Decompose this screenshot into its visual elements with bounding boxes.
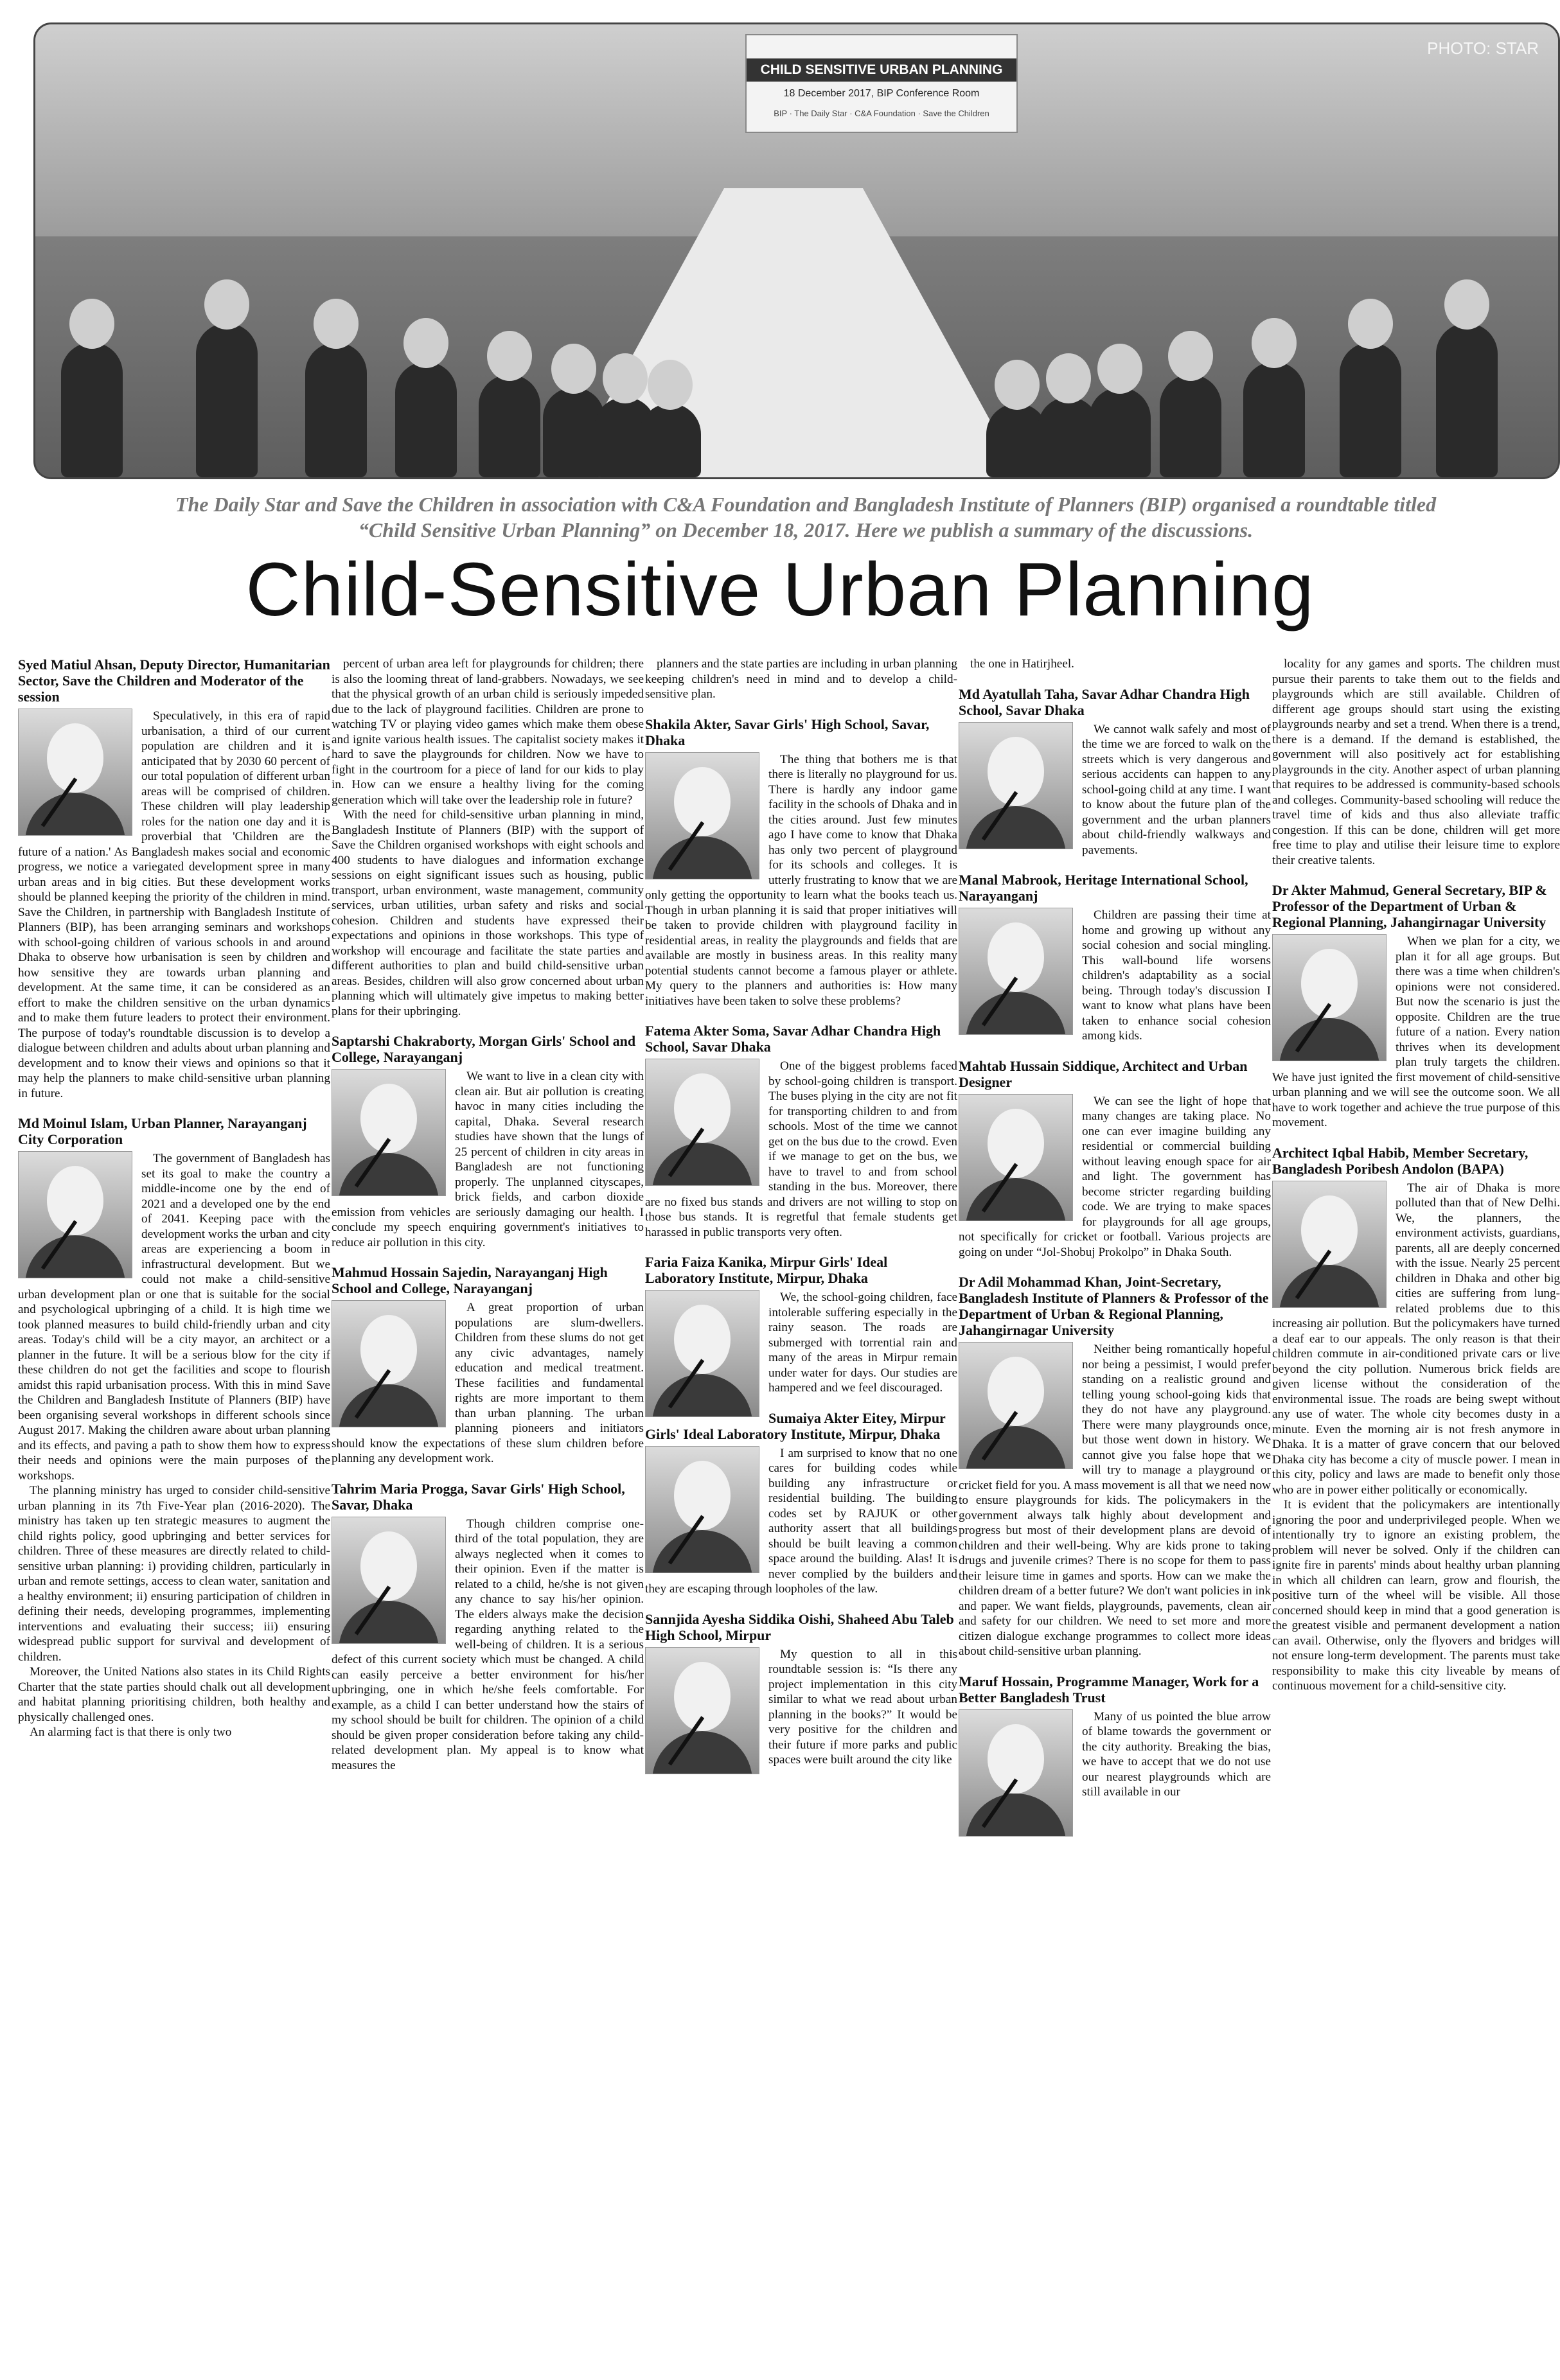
speaker-section (1272, 1145, 1560, 1694)
speaker-section (959, 1673, 1271, 1800)
body-paragraph: locality for any games and sports. The children must pursue their parents to take them out to the fields and playgrounds which are still available. Children of different age groups should start using the existing playgrounds nearby and set a trend. When there is a trend, there is a demand. If the demand is established, the government will also positively act for establishing playgrounds in the city. Another aspect of urban planning that requires to be addressed is community-based schools and colleges. Community-based schooling will reduce the travel time of kids and thus also alleviate traffic congestion. If this can be done, children will get more free time to play and utilise their leisure time to explore their creative talents. (1272, 657, 1560, 867)
photo-shoulders (25, 1235, 125, 1278)
participant-face (551, 344, 596, 394)
photo-shoulders (966, 992, 1066, 1035)
speaker-photo (332, 1300, 446, 1427)
speaker-photo (1272, 1181, 1387, 1308)
speaker-section (332, 1481, 644, 1774)
speaker-name: Sumaiya Akter Eitey, Mirpur Girls' Ideal Laboratory Institute, Mirpur, Dhaka (645, 1409, 946, 1442)
speaker-section (645, 1254, 957, 1396)
column-3 (645, 657, 957, 2375)
speaker-name: Dr Akter Mahmud, General Secretary, BIP & Professor of the Department of Urban & Regional Planning, Jahangirnagar University (1272, 882, 1547, 930)
body-paragraph: Though children comprise one-third of the total population, they are always neglected when it comes to their opinion. Even if the matter is related to a child, he/she is not given any chance to say his/her opinion. The elders always make the decision regarding anything related to the well-being of children. It is a serious defect of this current society which must be changed. A child can easily perceive a better environment for his/her upbringing, one in which he/she feels comfortable. For example, as a child I can better understand how the stairs of my school should be built for children. The opinion of a child should be given proper consideration before taking any child-related development plan. My appeal is to know what measures the (332, 1517, 644, 1772)
speaker-photo (645, 752, 759, 879)
body-paragraph: Speculatively, in this era of rapid urbanisation, a third of our current population are children and it is anticipated that by 2030 60 percent of our total population of different urban areas will be comprised of children. These children will play leadership roles for the nation one day and it is proverbial that 'Children are the future of a nation.' As Bangladesh makes social and economic progress, we notice a variegated development spree in many urban areas and in big cities. But these development works should be planned keeping the priority of the children in mind. Save the Children, in partnership with Bangladesh Institute of Planners (BIP), has been arranging seminars and workshops with school-going children of various schools in and around Dhaka to observe how urbanisation is seen by children and how sensitive they are towards urban planning and development. At the same time, it can be considered as an effort to make the children sensitive on the urban dynamics and to make them future leaders to protect their environment. The purpose of today's roundtable discussion is to develop a dialogue between children and adults about urban planning and development and to know their views and opinions so that it may help the planners to make child-sensitive urban planning in future. (18, 709, 330, 1100)
speaker-photo (645, 1059, 759, 1186)
body-paragraph: percent of urban area left for playgrounds for children; there is also the looming threat of land-grabbers. Nowadays, we see that the physical growth of an urban child is seriously impeded due to the lack of playground facilities. Children are prone to watching TV or playing video games which make them obese and ignite various health issues. The capitalist society makes it hard to save the playgrounds for children. Now we have to fight in the courtroom for a piece of land for our kids to play in. How can we ensure a healthy living for the coming generation which will take over the leadership role in future? (332, 657, 644, 807)
speaker-section (1272, 882, 1560, 1131)
body-paragraph: Moreover, the United Nations also states in its Child Rights Charter that the state parties should chalk out all development and habitat planning prioritising children, both healthy and physically challenged ones. (18, 1665, 330, 1724)
speaker-name: Maruf Hossain, Programme Manager, Work for a Better Bangladesh Trust (959, 1673, 1259, 1706)
speaker-name: Faria Faiza Kanika, Mirpur Girls' Ideal Laboratory Institute, Mirpur, Dhaka (645, 1254, 888, 1286)
participants (35, 207, 1558, 477)
participant-face (1252, 318, 1297, 368)
speaker-photo (959, 1342, 1073, 1469)
speaker-photo (18, 709, 132, 836)
speaker-photo (1272, 934, 1387, 1061)
speaker-section (332, 1264, 644, 1467)
speaker-section (332, 657, 644, 1019)
photo-shoulders (1279, 1265, 1379, 1308)
speaker-photo (959, 908, 1073, 1035)
banner-title: CHILD SENSITIVE URBAN PLANNING (747, 58, 1016, 82)
photo-shoulders (966, 806, 1066, 849)
speaker-name: Saptarshi Chakraborty, Morgan Girls' School and College, Narayanganj (332, 1033, 636, 1065)
speaker-section (1272, 657, 1560, 868)
speaker-section (645, 1410, 957, 1597)
column-2 (332, 657, 644, 2375)
participant-silhouette (479, 375, 540, 477)
speaker-section (645, 657, 957, 702)
speaker-photo (18, 1151, 132, 1278)
body-paragraph: Children are passing their time at home and growing up without any social cohesion and social mingling. This wall-bound life worsens children's adaptability as a social being. Through today's discussion I want to know what plans have been taken to enhance social cohesion among kids. (1082, 908, 1271, 1043)
photo-shoulders (966, 1426, 1066, 1469)
speaker-photo (332, 1517, 446, 1644)
speaker-photo (645, 1446, 759, 1573)
body-paragraph: Many of us pointed the blue arrow of blame towards the government or the city authority. Breaking the bias, we have to accept that we do not use our nearest playgrounds which are still available in our (1082, 1709, 1271, 1799)
participant-face (204, 279, 249, 330)
body-paragraph: One of the biggest problems faced by school-going children is transport. The buses plying in the city are not fit for transporting children to and from schools. Most of the time we cannot get on the bus due to the crowd. Even if we manage to get on the bus, we have to travel to and from school standing in the bus. Moreover, there are no fixed bus stands and drivers are not willing to stop on those bus stands. It is regretful that female students get harassed in public transports very often. (645, 1059, 957, 1239)
speaker-section (959, 657, 1271, 672)
photo-shoulders (652, 1530, 752, 1573)
participant-face (1097, 344, 1142, 394)
speaker-section (18, 657, 330, 1101)
body-paragraph: We can see the light of hope that many changes are taking place. No one can ever imagine building any residential or commercial building without leaving enough space for air and light. The government has become stricter regarding building code. We are trying to make spaces for playgrounds for all age groups, not specifically for cricket or football. Various projects are going on under “Jol-Shobuj Prokolpo” in Dhaka South. (959, 1094, 1271, 1259)
speaker-section (959, 1058, 1271, 1260)
participant-silhouette (1243, 362, 1305, 477)
photo-shoulders (339, 1601, 439, 1644)
participant-face (1444, 279, 1489, 330)
body-paragraph: The government of Bangladesh has set its goal to make the country a middle-income one by the end of 2021 and a developed one by the end of 2041. Keeping pace with the development works the urban and city areas are experiencing a boom in infrastructural development. But we could not make a child-sensitive urban development plan or one that is suitable for the social and psychological upbringing of a child. It is high time we took planned measures to build child-friendly urban and city areas. Today's child will be a city mayor, an architect or a planner in the future. It will be a serious blow for the city if these children do not get the facilities and scope to flourish amidst this rapid urbanisation process. With this in mind Save the Children and Bangladesh Institute of Planners (BIP) have been organising several workshops in different schools since August 2017. Making the children aware about urban planning and its effects, and paving a path to show them how to express their needs and opinions were the main purposes of the workshops. (18, 1152, 330, 1483)
roundtable-photo (33, 22, 1560, 479)
participant-silhouette (395, 362, 457, 477)
speaker-photo (959, 1709, 1073, 1837)
body-paragraph: Neither being romantically hopeful nor being a pessimist, I would prefer standing on a realistic ground and telling young school-going kids that they do not have any playground. There were many playgrounds once, but those went down in history. We cannot give you false hope that we will try to manage a playground or cricket field for you. A mass movement is all that we need now to ensure playgrounds for kids. The policymakers in the government always talk highly about development and progress but most of their development plans are devoid of children and their well-being. Why are kids prone to taking drugs and juvenile crimes? There is no scope for them to pass their leisure time in games and sports. How can we make the children dream of a better future? We don't want policies in ink and paper. We want fields, playgrounds, pavements, clean air and safety for our children. We need to set more and more citizen dialogue exchange programmes to collect more ideas about child-sensitive urban planning. (959, 1343, 1271, 1658)
speaker-section (959, 686, 1271, 858)
participant-silhouette (639, 403, 701, 477)
body-paragraph: It is evident that the policymakers are intentionally ignoring the poor and underprivileged people. When we intentionally try to ignore an existing problem, the problem will never be solved. Only if the children can ignite fire in parents' minds about healthy urban planning in which all children can learn, grow and flourish, the positive turn of the wheel will be visible. All those concerned should keep in mind that a good generation is the greatest visible and permanent development a nation can avail. Otherwise, only the flyovers and bridges will not ensure long-term development. The parents must take responsibility to make this city liveable by means of continuous movement for a child-sensitive city. (1272, 1498, 1560, 1693)
body-paragraph: We cannot walk safely and most of the time we are forced to walk on the streets which is very dangerous and serious accidents can happen to any school-going child at any time. I want to know about the future plan of the government and the urban planners about child-friendly walkways and pavements. (1082, 722, 1271, 857)
speaker-name: Md Ayatullah Taha, Savar Adhar Chandra High School, Savar Dhaka (959, 685, 1250, 718)
photo-shoulders (966, 1178, 1066, 1221)
caption-line-1: The Daily Star and Save the Children in association with C&A Foundation and Bangladesh Institute of Planners (BIP) organised a roundtable titled (175, 493, 1437, 516)
participant-face (403, 318, 448, 368)
speaker-section (959, 872, 1271, 1044)
page-title: Child-Sensitive Urban Planning (245, 547, 1315, 632)
participant-face (1348, 299, 1393, 349)
event-banner (745, 34, 1018, 133)
photo-shoulders (1279, 1018, 1379, 1061)
body-paragraph: The air of Dhaka is more polluted than that of New Delhi. We, the planners, the environment activists, guardians, parents, all are deeply concerned with the issue. Nearly 25 percent children in Dhaka and other big cities are suffering from lung-related problems due to this increasing air pollution. But the policymakers have turned a deaf ear to our appeals. The only reason is that their children commute in air-conditioned private cars or live beyond the city pollution. Numerous brick fields are given license without the consideration of the environmental issue. The roads are being swept without any use of water. The whole city becomes dusty in a minute. Even the morning air is not fresh anymore in Dhaka. It is a matter of grave concern that our beloved Dhaka city has become a city of muscle power. I mean in this city, policy and laws are made to benefit only those who are in power either politically or economically. (1272, 1181, 1560, 1497)
speaker-photo (645, 1647, 759, 1774)
speaker-name: Shakila Akter, Savar Girls' High School, Savar, Dhaka (645, 716, 930, 748)
participant-silhouette (1089, 387, 1151, 477)
photo-watermark: PHOTO: STAR (1427, 39, 1539, 58)
speaker-name: Manal Mabrook, Heritage International School, Narayanganj (959, 872, 1248, 904)
participant-silhouette (61, 342, 123, 477)
speaker-photo (332, 1069, 446, 1196)
participant-face (1168, 331, 1213, 381)
photo-caption (51, 491, 1560, 543)
speaker-section (645, 1023, 957, 1240)
photo-shoulders (652, 1731, 752, 1774)
participant-face (1046, 353, 1091, 403)
speaker-section (645, 716, 957, 1009)
body-paragraph: With the need for child-sensitive urban planning in mind, Bangladesh Institute of Planners (BIP) with the support of Save the Children organised workshops with eight schools and 400 students to have dialogues and information exchange sessions on eight significant issues such as housing, public transport, urban environment, waste management, community services, urban utilities, urban safety and risks and social cohesion. Children and students have expressed their expectations and opinions in those workshops. This type of workshop will encourage and facilitate the state parties and different authorities to plan and build child-sensitive urban areas. Besides, children will also grow concerned about urban planning which will ultimately give impetus to making better plans for their upbringing. (332, 808, 644, 1018)
participant-face (314, 299, 359, 349)
speaker-photo (959, 722, 1073, 849)
body-paragraph: We, the school-going children, face intolerable suffering especially in the rainy season. The roads are submerged with torrential rain and many of the areas in Mirpur remain under water for days. Our studies are hampered and we feel discouraged. (768, 1291, 957, 1395)
body-paragraph: The planning ministry has urged to consider child-sensitive urban planning in its 7th Five-Year plan (2016-2020). The ministry has taken up ten strategic measures to augment the child rights policy, good upbringing and better services for children. Three of these measures are directly related to child-sensitive urban planning: i) providing children, particularly in urban and remote settings, access to clean water, sanitation and a healthy environment; ii) ensuring participation of children in defining their needs, developing programmes, implementing interventions and evaluating their success; iii) ensuring widespread public support for survival and development of children. (18, 1484, 330, 1664)
photo-shoulders (652, 1143, 752, 1186)
participant-silhouette (1340, 342, 1401, 477)
speaker-section (18, 1115, 330, 1740)
participant-face (487, 331, 532, 381)
photo-shoulders (339, 1153, 439, 1196)
participant-silhouette (305, 342, 367, 477)
participant-face (648, 360, 693, 410)
body-paragraph: The thing that bothers me is that there is literally no playground for us. There is hardly any indoor game facility in the schools of Dhaka and in the cities around. Just few minutes ago I have come to know that Dhaka has only two percent of playground for its schools and colleges. It is utterly frustrating to know that we are only getting the opportunity to learn what the books teach us. Though in urban planning it is said that proper initiatives will be taken to provide children with playground facility in residential areas, in reality the playgrounds and fields that are available are mostly in business areas. In this reality many potential students cannot become a famous player or athlete. My query to the planners and authorities is: How many initiatives have been taken to solve these problems? (645, 752, 957, 1008)
participant-silhouette (196, 323, 258, 477)
speaker-section (332, 1033, 644, 1250)
speaker-section (645, 1611, 957, 1768)
photo-shoulders (966, 1794, 1066, 1837)
speaker-section (959, 1274, 1271, 1659)
speaker-name: Architect Iqbal Habib, Member Secretary, Bangladesh Poribesh Andolon (BAPA) (1272, 1144, 1529, 1177)
caption-line-2: “Child Sensitive Urban Planning” on December 18, 2017. Here we publish a summary of the discussions. (358, 518, 1254, 542)
column-4 (959, 657, 1271, 2375)
speaker-name: Mahmud Hossain Sajedin, Narayanganj High School and College, Narayanganj (332, 1264, 608, 1296)
participant-silhouette (1160, 375, 1221, 477)
photo-shoulders (25, 793, 125, 836)
column-1 (18, 657, 330, 2375)
banner-date: 18 December 2017, BIP Conference Room (783, 88, 980, 99)
speaker-name: Dr Adil Mohammad Khan, Joint-Secretary, Bangladesh Institute of Planners & Professor of the Department of Urban & Regional Planning, Jahangirnagar University (959, 1274, 1269, 1338)
body-paragraph: the one in Hatirjheel. (970, 657, 1074, 671)
speaker-name: Syed Matiul Ahsan, Deputy Director, Humanitarian Sector, Save the Children and Moderator of the session (18, 657, 330, 705)
photo-shoulders (652, 836, 752, 879)
photo-shoulders (339, 1384, 439, 1427)
speaker-name: Md Moinul Islam, Urban Planner, Narayanganj City Corporation (18, 1115, 307, 1147)
speaker-photo (959, 1094, 1073, 1221)
participant-face (69, 299, 114, 349)
participant-silhouette (1436, 323, 1498, 477)
body-paragraph: We want to live in a clean city with clean air. But air pollution is creating havoc in many cities including the capital, Dhaka. Several research studies have shown that the lungs of 25 percent of children in city areas in Bangladesh are not functioning properly. The unplanned cityscapes, brick fields, and carbon dioxide emission from vehicles are seriously damaging our health. I conclude my speech enquiring government's initiatives to reduce air pollution in this city. (332, 1070, 644, 1249)
speaker-name: Mahtab Hussain Siddique, Architect and Urban Designer (959, 1057, 1248, 1090)
body-paragraph: My question to all in this roundtable session is: “Is there any project implementation in this city similar to what we read about urban planning in the books?” It would be very positive for the children and their future if more parks and public spaces were built around the city like (768, 1647, 957, 1767)
banner-logos: BIP · The Daily Star · C&A Foundation · Save the Children (774, 109, 989, 118)
speaker-photo (645, 1290, 759, 1417)
body-paragraph: A great proportion of urban populations are slum-dwellers. Children from these slums do not get any civic advantages, namely education and medical treatment. These facilities and fundamental rights are more important to them than urban planning. The urban planning pioneers and initiators should know the expectations of these slum children before planning any development work. (332, 1301, 644, 1465)
participant-face (995, 360, 1040, 410)
body-paragraph: I am surprised to know that no one cares for building codes while building any infrastructure or residential building. The building codes set by RAJUK or other authority assert that all buildings should be built leaving a common space around the building. Alas! It is never complied by the builders and they are escaping through loopholes of the law. (645, 1446, 957, 1596)
speaker-name: Tahrim Maria Progga, Savar Girls' High School, Savar, Dhaka (332, 1480, 625, 1513)
column-5 (1272, 657, 1560, 2375)
participant-face (603, 353, 648, 403)
body-paragraph: An alarming fact is that there is only two (30, 1725, 232, 1739)
body-paragraph: When we plan for a city, we plan it for all age groups. But there was a time when children's opinions were not considered. But now the scenario is just the opposite. Children are the true future of a nation. Every nation thrives when its development plan truly targets the children. We have just ignited the first movement of child-sensitive urban planning and we will see the outcome soon. We all have to work together and achieve the true purpose of this movement. (1272, 935, 1560, 1129)
photo-shoulders (652, 1374, 752, 1417)
speaker-name: Sannjida Ayesha Siddika Oishi, Shaheed Abu Taleb High School, Mirpur (645, 1610, 954, 1643)
body-paragraph: planners and the state parties are including in urban planning keeping children's need in mind and to develop a child-sensitive plan. (645, 657, 957, 701)
speaker-name: Fatema Akter Soma, Savar Adhar Chandra High School, Savar Dhaka (645, 1023, 941, 1055)
